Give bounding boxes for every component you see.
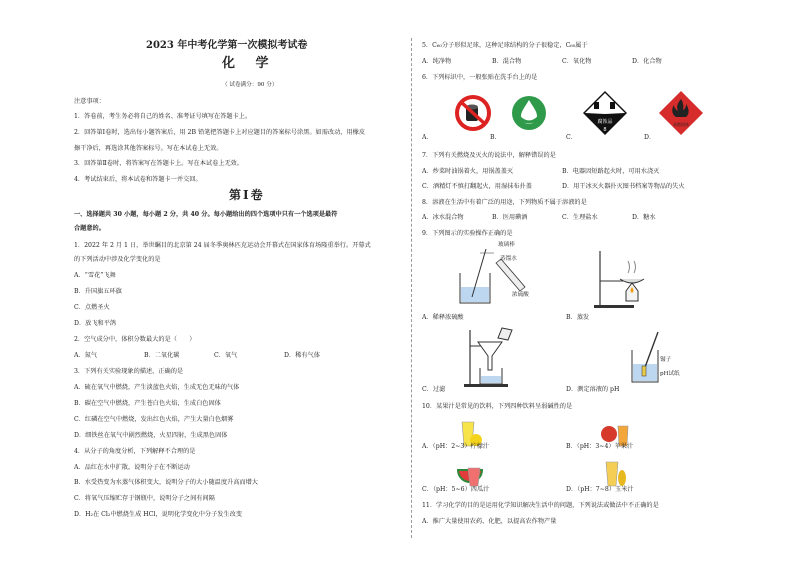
q11-option: A．推广大量使用农药、化肥，以提高农作物产量 [422,518,557,525]
q1-option: C．点燃圣火 [74,304,110,311]
q10-stem: 10．某果汁是常见的饮料，下列四种饮料呈弱碱性的是 [422,403,573,410]
label-glass-rod: 玻璃棒 [498,242,515,248]
q9-option: D．测定溶液的 pH [566,386,620,393]
q4-option: C．将氧气压缩贮存于钢瓶中，说明分子之间有间隔 [74,495,215,502]
section-instruction: 合题意的。 [74,225,105,232]
page-title: 2023 年中考化学第一次模拟考试卷 [146,40,308,51]
q1-option: A．“雪花”飞舞 [74,272,116,279]
q2-option: D．稀有气体 [284,352,320,359]
q7-options-row [422,168,702,176]
label-conc-acid: 浓硫酸 [512,292,529,298]
q9-stem: 9．下列图示的实验操作正确的是 [422,230,513,237]
note-line: 1．答卷前，考生务必将自己的姓名、准考证号填写在答题卡上。 [74,113,252,120]
q6-option: C． [566,134,577,141]
dilute-acid-diagram [450,243,560,311]
label-tweezers: 镊子 [660,357,672,363]
q4-option: B．水受热变为水蒸气体积变大，说明分子的大小随温度升高而增大 [74,479,258,486]
left-column [74,0,404,562]
ph-test-diagram [618,330,678,386]
q8-option: C．生理盐水 [562,214,598,221]
q3-stem: 3．下列有关实验现象的描述，正确的是 [74,368,184,375]
q3-option: A．硫在氧气中燃烧，产生淡蓝色火焰，生成无色无味的气体 [74,384,240,391]
label-ph-paper: pH试纸 [660,371,680,377]
q8-stem: 8．溶液在生活中有着广泛的用途，下列物质不属于溶液的是 [422,199,587,206]
sign-c-number: 8 [603,127,607,133]
q6-option: D． [644,134,656,141]
sign-c-label: 腐蚀品 [597,119,613,125]
right-column [422,0,722,562]
sign-d-label: 易燃固体 [673,122,689,127]
q5-stem: 5．C₆₀分子形似足球，这种足球结构的分子很稳定，C₆₀属于 [422,42,588,49]
q6-option: B． [490,134,501,141]
q1-option: B．升国旗五环旗 [74,288,122,295]
note-line: 4．考试结束后，将本试卷和答题卡一并交回。 [74,176,202,183]
evaporation-diagram [590,243,670,311]
q5-option: C．氧化物 [562,58,592,65]
q9-option: C．过滤 [422,386,446,393]
q7-option: A．炒菜时油锅着火，用锅盖盖灭 [422,168,514,175]
q5-options [422,58,702,66]
q2-options [74,352,354,360]
notes-heading: 注意事项： [74,98,105,105]
q2-option: B．二氧化碳 [144,352,180,359]
q10-option: D．（pH：7~8）玉米汁 [566,486,634,493]
q8-option: A．冰水混合物 [422,214,464,221]
q7-option: D．用干冰灭火器扑灭图书档案等物品的失火 [562,183,685,190]
watermelon-juice-icon [456,458,486,488]
score-note: （ 试卷满分：90 分） [222,82,278,88]
filtration-diagram [450,326,550,390]
note-line: 擦干净后，再选涂其他答案标号。写在本试卷上无效。 [74,145,223,152]
q1-stem: 1．2022 年 2 月 1 日，举世瞩目的北京第 24 届冬季奥林匹克运动会开幕式在国家体育场隆重举行。开幕式 [74,242,371,249]
water-saving-sign-icon [510,94,548,132]
q8-option: B．医用碘酒 [492,214,528,221]
q8-option: D．糖水 [632,214,656,221]
section-instruction: 一、选择题共 30 小题，每小题 2 分，共 40 分。每小题给出的四个选项中只有一个选项是最符 [74,211,338,218]
q2-option: C．氧气 [214,352,238,359]
q2-option: A．氮气 [74,352,98,359]
q9-option: A．稀释浓硫酸 [422,314,464,321]
note-line: 3．回答第Ⅱ卷时，将答案写在答题卡上。写在本试卷上无效。 [74,160,244,167]
q5-option: A．纯净物 [422,58,452,65]
q8-options [422,214,702,222]
q5-option: B．混合物 [492,58,522,65]
q7-option: C．酒精灯不慎打翻起火，用湿抹布扑盖 [422,183,532,190]
flammable-solid-sign-icon [658,90,704,136]
column-divider [411,38,412,538]
q10-option: B．（pH：3~4）苹果汁 [566,443,634,450]
q5-option: D．化合物 [632,58,662,65]
q6-option: A． [422,134,433,141]
q11-stem: 11．学习化学的目的是运用化学知识解决生活中的问题，下列说法或做法中不正确的是 [422,502,659,509]
corn-juice-icon [600,458,630,488]
q4-option: A．品红在水中扩散，说明分子在不断运动 [74,464,190,471]
q4-stem: 4．从分子的角度分析，下列解释不合理的是 [74,448,196,455]
q2-stem: 2．空气成分中，体积分数最大的是（ ） [74,336,196,343]
q7-stem: 7．下列有关燃烧及灭火的说法中，解释错误的是 [422,152,556,159]
q9-option: B．蒸发 [566,314,590,321]
q6-stem: 6．下列标识中，一般张贴在洗手台上的是 [422,74,538,81]
section-title: 第Ⅰ卷 [229,188,265,202]
corrosive-hazard-sign-icon [582,90,628,136]
q10-option: C．（pH：5~6）西瓜汁 [422,486,490,493]
subject-title: 化 学 [222,56,277,71]
q4-option: D．H₂在 Cl₂中燃烧生成 HCl，说明化学变化中分子发生改变 [74,511,243,518]
q1-stem: 的下列活动中涉及化学变化的是 [74,256,161,263]
q3-option: B．碳在空气中燃烧，产生苍白色火焰，生成白色固体 [74,400,221,407]
q3-option: C．红磷在空气中燃烧，发出红色火焰，产生大量白色烟雾 [74,416,234,423]
q3-option: D．细铁丝在氧气中剧烈燃烧，火星四射，生成黑色固体 [74,432,228,439]
label-distilled-water: 蒸馏水 [500,256,517,262]
no-littering-sign-icon [454,94,492,132]
q1-option: D．放飞和平鸽 [74,320,117,327]
q10-option: A．（pH：2~3）柠檬汁 [422,443,490,450]
q7-option: B．电器因短路起火时，可用水浇灭 [562,168,660,175]
note-line: 2．回答第Ⅰ卷时，选出每小题答案后，用 2B 铅笔把答题卡上对应题目的答案标号涂黑。如需改动，用橡皮 [74,129,366,136]
q7-options-row [422,183,702,191]
